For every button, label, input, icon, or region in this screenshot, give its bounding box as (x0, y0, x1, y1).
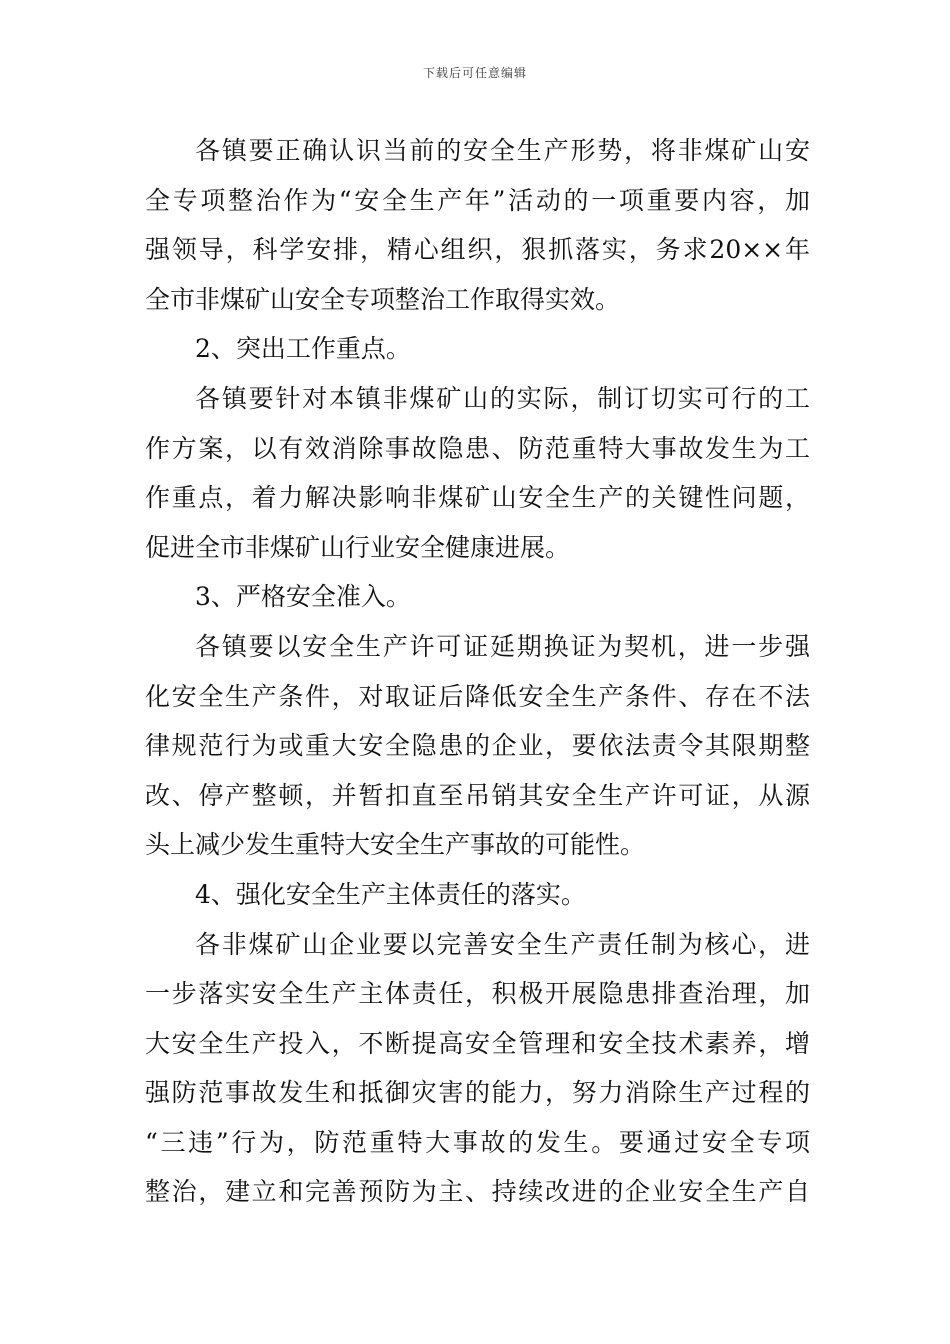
paragraph-line: 强领导，科学安排，精心组织，狠抓落实，务求20××年 (145, 235, 810, 265)
page-header-note: 下载后可任意编辑 (422, 66, 527, 80)
paragraph-line: 整治，建立和完善预防为主、持续改进的企业安全生产自 (145, 1177, 810, 1207)
paragraph-line: 强防范事故发生和抵御灾害的能力，努力消除生产过程的 (145, 1078, 810, 1108)
paragraph-line: 各镇要以安全生产许可证延期换证为契机，进一步强 (195, 631, 810, 661)
paragraph-line: 作方案，以有效消除事故隐患、防范重特大事故发生为工 (145, 433, 810, 463)
paragraph-line: 律规范行为或重大安全隐患的企业，要依法责令其限期整 (145, 731, 810, 761)
paragraph-line: 作重点，着力解决影响非煤矿山安全生产的关键性问题， (145, 483, 810, 513)
paragraph-line: 化安全生产条件，对取证后降低安全生产条件、存在不法 (145, 681, 810, 711)
paragraph-line: 各镇要针对本镇非煤矿山的实际，制订切实可行的工 (195, 383, 810, 413)
paragraph-line: 改、停产整顿，并暂扣直至吊销其安全生产许可证，从源 (145, 780, 810, 810)
body-text (145, 126, 810, 1217)
paragraph-line: 促进全市非煤矿山行业安全健康进展。 (145, 532, 571, 562)
section-heading: 2、突出工作重点。 (195, 334, 411, 364)
paragraph-line: “三违”行为，防范重特大事故的发生。要通过安全专项 (145, 1127, 810, 1157)
section-heading: 4、强化安全生产主体责任的落实。 (195, 879, 586, 909)
paragraph-line: 全专项整治作为“安全生产年”活动的一项重要内容，加 (145, 185, 810, 215)
paragraph-line: 各镇要正确认识当前的安全生产形势，将非煤矿山安 (195, 136, 810, 165)
paragraph-line: 大安全生产投入，不断提高安全管理和安全技术素养，增 (145, 1028, 810, 1058)
section-heading: 3、严格安全准入。 (195, 582, 411, 612)
paragraph-line: 头上减少发生重特大安全生产事故的可能性。 (145, 830, 646, 860)
paragraph-line: 各非煤矿山企业要以完善安全生产责任制为核心，进 (195, 929, 810, 959)
paragraph-line: 全市非煤矿山安全专项整治工作取得实效。 (145, 284, 621, 314)
paragraph-line: 一步落实安全生产主体责任，积极开展隐患排查治理，加 (145, 979, 810, 1009)
